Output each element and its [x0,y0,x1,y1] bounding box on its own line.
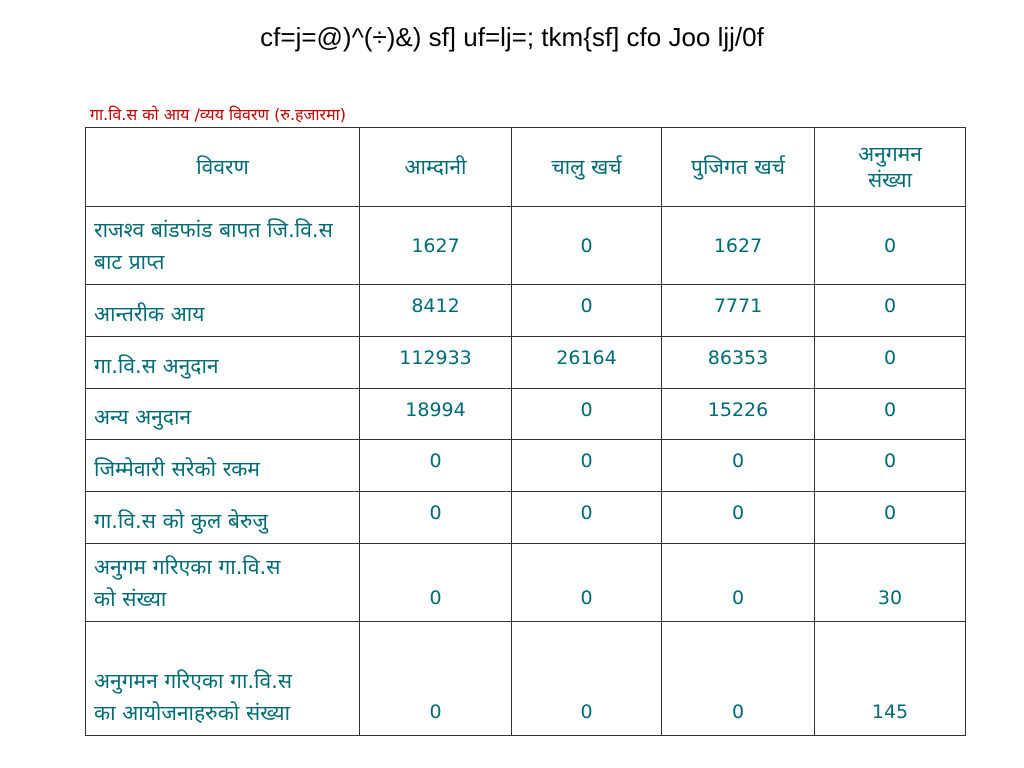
income-expense-table [85,127,966,736]
row-label: आन्तरीक आय [86,285,360,337]
cell-monitoring-count: 145 [815,622,966,736]
row-label: अन्य अनुदान [86,389,360,440]
cell-current-expense: 0 [512,389,662,440]
cell-capital-expense: 7771 [662,285,815,337]
table-row [86,440,966,492]
table-row [86,337,966,389]
cell-monitoring-count: 0 [815,440,966,492]
table-row [86,207,966,285]
table-header-row [86,128,966,207]
row-label: गा.वि.स को कुल बेरुजु [86,492,360,544]
cell-income: 8412 [360,285,512,337]
cell-income: 18994 [360,389,512,440]
header-current-expense: चालु खर्च [512,128,662,207]
cell-capital-expense: 0 [662,492,815,544]
header-monitoring-count: अनुगमन संख्या [815,128,966,207]
cell-monitoring-count: 0 [815,492,966,544]
header-description: विवरण [86,128,360,207]
cell-income: 0 [360,622,512,736]
row-label: अनुगम गरिएका गा.वि.स को संख्या [86,544,360,622]
header-income: आम्दानी [360,128,512,207]
cell-capital-expense: 15226 [662,389,815,440]
table-row [86,622,966,736]
cell-income: 0 [360,492,512,544]
header-capital-expense: पुजिगत खर्च [662,128,815,207]
cell-monitoring-count: 0 [815,207,966,285]
cell-monitoring-count: 0 [815,285,966,337]
cell-monitoring-count: 0 [815,337,966,389]
cell-income: 1627 [360,207,512,285]
cell-current-expense: 0 [512,207,662,285]
cell-capital-expense: 0 [662,544,815,622]
cell-current-expense: 0 [512,544,662,622]
cell-capital-expense: 86353 [662,337,815,389]
cell-current-expense: 26164 [512,337,662,389]
table-row [86,285,966,337]
table-row [86,544,966,622]
row-label: अनुगमन गरिएका गा.वि.स का आयोजनाहरुको संख्या [86,622,360,736]
cell-current-expense: 0 [512,492,662,544]
page-title: cf=j=@)^(÷)&) sf] uf=lj=; tkm{sf] cfo Joo ljj/0f [260,22,764,52]
cell-current-expense: 0 [512,285,662,337]
cell-current-expense: 0 [512,622,662,736]
cell-capital-expense: 0 [662,440,815,492]
cell-current-expense: 0 [512,440,662,492]
table-caption: गा.वि.स को आय /व्यय विवरण (रु.हजारमा) [90,105,347,124]
cell-monitoring-count: 30 [815,544,966,622]
row-label: जिम्मेवारी सरेको रकम [86,440,360,492]
row-label: राजश्व बांडफांड बापत जि.वि.स बाट प्राप्त [86,207,360,285]
row-label: गा.वि.स अनुदान [86,337,360,389]
cell-income: 112933 [360,337,512,389]
table-row [86,492,966,544]
cell-capital-expense: 0 [662,622,815,736]
cell-monitoring-count: 0 [815,389,966,440]
cell-income: 0 [360,440,512,492]
cell-income: 0 [360,544,512,622]
cell-capital-expense: 1627 [662,207,815,285]
table-row [86,389,966,440]
